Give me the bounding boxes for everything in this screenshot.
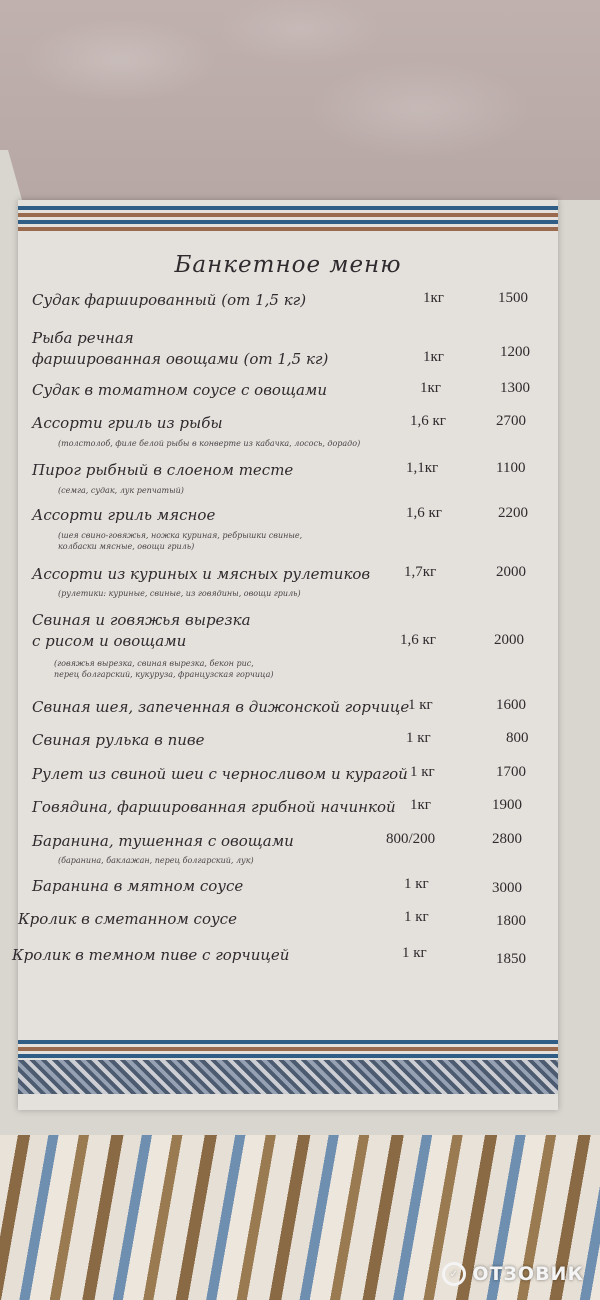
item-name: Рулет из свиной шеи с черносливом и курагой — [32, 765, 408, 783]
item-price: 800 — [506, 730, 529, 746]
item-price: 1200 — [500, 344, 530, 360]
item-name: Баранина, тушенная с овощами — [32, 832, 294, 850]
item-price: 2200 — [498, 505, 528, 521]
item-price: 1600 — [496, 697, 526, 713]
item-description: (баранина, баклажан, перец болгарский, лук) — [58, 856, 254, 865]
item-name: Свиная рулька в пиве — [32, 731, 205, 749]
item-qty: 1 кг — [406, 730, 431, 746]
item-qty: 800/200 — [386, 831, 436, 847]
decorative-stripe-bottom — [18, 1040, 558, 1100]
item-qty: 1 кг — [404, 876, 429, 892]
item-price: 1850 — [496, 951, 526, 967]
item-qty: 1кг — [420, 380, 441, 396]
item-description: (толстолоб, филе белой рыбы в конверте из кабачка, лосось, дорадо) — [58, 439, 361, 448]
item-price: 2700 — [496, 413, 526, 429]
item-price: 2800 — [492, 831, 522, 847]
item-qty: 1 кг — [404, 909, 429, 925]
menu-title: Банкетное меню — [174, 252, 402, 278]
watermark-text: ОТЗОВИК — [472, 1263, 584, 1285]
item-name: Ассорти гриль из рыбы — [32, 414, 223, 432]
menu-page — [12, 200, 558, 1110]
item-price: 2000 — [496, 564, 526, 580]
item-price: 3000 — [492, 880, 522, 896]
item-name: Ассорти из куриных и мясных рулетиков — [32, 565, 371, 583]
item-price: 1800 — [496, 913, 526, 929]
item-name: Свиная шея, запеченная в дижонской горчице — [32, 698, 410, 716]
item-price: 2000 — [494, 632, 524, 648]
item-price: 1900 — [492, 797, 522, 813]
stripe-lines — [18, 1040, 558, 1060]
item-price: 1300 — [500, 380, 530, 396]
item-name: Баранина в мятном соусе — [32, 877, 244, 895]
watermark — [442, 1262, 584, 1286]
watermark-logo-icon: ✓ — [442, 1262, 466, 1286]
item-description: (говяжья вырезка, свиная вырезка, бекон рис, перец болгарский, кукуруза, французская горчица) — [54, 659, 274, 679]
item-qty: 1,6 кг — [400, 632, 436, 648]
item-name: Рыба речная фаршированная овощами (от 1,5 кг) — [32, 329, 329, 368]
item-name: Ассорти гриль мясное — [32, 506, 216, 524]
item-name: Судак в томатном соусе с овощами — [32, 381, 328, 399]
item-qty: 1,6 кг — [410, 413, 446, 429]
item-description: (рулетики: куриные, свиные, из говядины, овощи гриль) — [58, 589, 301, 598]
item-name: Говядина, фаршированная грибной начинкой — [32, 798, 396, 816]
item-qty: 1,7кг — [404, 564, 437, 580]
item-name: Кролик в темном пиве с горчицей — [12, 946, 290, 964]
ornamental-border — [18, 1060, 558, 1094]
tablecloth-background — [0, 0, 600, 230]
item-name: Судак фаршированный (от 1,5 кг) — [32, 291, 307, 309]
item-qty: 1 кг — [408, 697, 433, 713]
item-qty: 1,1кг — [406, 460, 439, 476]
decorative-stripe-top — [18, 200, 558, 242]
item-qty: 1кг — [423, 290, 444, 306]
item-qty: 1,6 кг — [406, 505, 442, 521]
item-name: Пирог рыбный в слоеном тесте — [32, 461, 294, 479]
item-qty: 1кг — [423, 349, 444, 365]
item-name: Свиная и говяжья вырезка с рисом и овощами — [32, 611, 251, 650]
item-price: 1700 — [496, 764, 526, 780]
item-qty: 1 кг — [402, 945, 427, 961]
item-qty: 1 кг — [410, 764, 435, 780]
item-price: 1100 — [496, 460, 526, 476]
item-price: 1500 — [498, 290, 528, 306]
item-description: (шея свино-говяжья, ножка куриная, ребрышки свиные, колбаски мясные, овощи гриль) — [58, 531, 303, 551]
item-name: Кролик в сметанном соусе — [18, 910, 237, 928]
item-qty: 1кг — [410, 797, 431, 813]
item-description: (семга, судак, лук репчатый) — [58, 486, 184, 495]
